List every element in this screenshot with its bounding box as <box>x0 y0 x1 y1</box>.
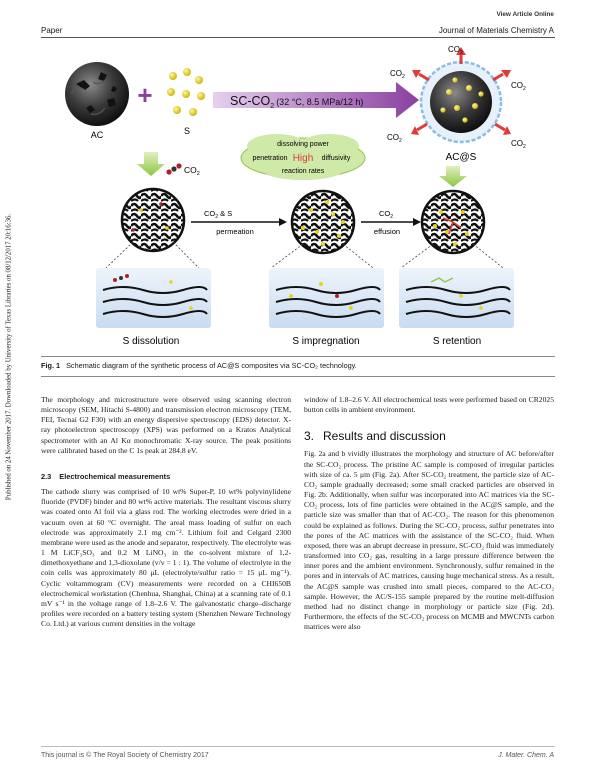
paragraph-characterization: The morphology and microstructure were observed using scanning electron microscopy (SEM, Hitachi S-4800) and transmission electron microscopy (TEM, FEI, Tecnai G2 F30) with an energy dispersive spectroscopy (EDS) detector. X-ray photoelectron spectroscopy (XPS) was performed on a Kratos Analytical spectrometer with an Al Kα monochromatic X-ray source. The peak positions were calibrated based on the C 1s peak at 284.8 eV. <box>41 395 291 455</box>
svg-text:CO2: $CO_2$ <box>511 81 526 92</box>
cloud-dissolving: dissolving power <box>277 141 329 148</box>
cloud-diffusivity: diffusivity <box>321 155 351 162</box>
right-column <box>304 395 554 632</box>
label-s: S <box>183 126 191 136</box>
sulfur-particles <box>167 68 205 116</box>
label-acs: AC@S <box>445 152 477 163</box>
permeation-arrow <box>191 218 287 226</box>
footer-journal: J. Mater. Chem. A <box>498 752 554 759</box>
section-title: Results and discussion <box>323 429 446 444</box>
paragraph-electrochemical: The cathode slurry was comprised of 10 wt% Super-P, 10 wt% polyvinylidene fluoride (PVDF) binder and 80 wt% active materials. The resultant viscous slurry was coated onto Al foil via a glass rod. The working electrodes were dried in a vacuum oven at 60 °C overnight. The areal mass loading of sulfur on each electrode was approximately 2.1 mg cm⁻². Lithium foil and Celgard 2300 membrane were used as the anode and separator, respectively. The electrolyte was 1 M LiCF₃SO₃ and 0.2 M LiNO₃ in the co-solvent mixture of 1,2-dimethoxyethane and 1,3-dioxolane (v/v = 1 : 1). The volume of electrolyte in the coin cells was approximately 80 μL (electrolyte/sulfur ratio = 15 μL mg⁻¹). Cyclic voltammogram (CV) measurements were recorded on a CHI650B electrochemical workstation (Chenhua, Shanghai, China) at a scanning rate of 0.1 mV s⁻¹ in the voltage range of 1.8–2.6 V. The galvanostatic charge–discharge profiles were recorded on a battery testing system (Shenzhen Neware Technology Co. Ltd.) at various current densities in the voltage <box>41 487 291 629</box>
download-notice <box>4 122 14 592</box>
panel-retention <box>399 268 514 328</box>
figure-1-schematic <box>41 42 555 354</box>
caption-label: Fig. 1 <box>41 361 61 370</box>
paragraph-continuation: window of 1.8–2.6 V. All electrochemical tests were performed based on CR2025 button cells in ambient environment. <box>304 395 554 415</box>
caption-text: Schematic diagram of the synthetic process of AC@S composites via SC-CO₂ technology. <box>66 361 357 370</box>
label-s-retention: S retention <box>432 336 482 347</box>
acs-product <box>411 47 511 142</box>
sc-co2-conditions: $SC-CO_2$ $^{(32 ^\circ C, 8.5 MPa/12 h)}$ <box>230 94 364 110</box>
view-article-online-link[interactable]: View Article Online <box>496 11 554 18</box>
label-s-dissolution: S dissolution <box>122 336 180 347</box>
label-permeation: permeation <box>216 227 254 236</box>
cloud-penetration: penetration <box>252 155 288 162</box>
subsection-number: 2.3 <box>41 471 52 481</box>
down-arrow-left <box>137 152 165 176</box>
ac-sphere <box>65 62 129 126</box>
effusion-co2: $CO_2$ <box>379 209 394 220</box>
section-heading <box>304 429 554 444</box>
label-effusion: effusion <box>373 227 401 236</box>
panel-impregnation <box>269 268 384 328</box>
figure-top-rule <box>41 356 555 357</box>
cloud-high: High <box>292 153 314 164</box>
co2-molecule-icon <box>166 163 181 174</box>
permeation-co2-s: $CO_2$ & S <box>204 209 233 220</box>
down-arrow-right <box>439 166 467 187</box>
subsection-title: Electrochemical measurements <box>59 471 171 481</box>
svg-text:CO2: $CO_2$ <box>511 139 526 150</box>
paragraph-results: Fig. 2a and b vividly illustrates the morphology and structure of AC before/after the SC-CO₂ process. The pristine AC sample is composed of irregular particles with size of ca. 5 μm (Fig. 2a). After SC-CO₂ treatment, the particle size of AC-CO₂ sample gradually decreased; some small cracked particles are observed in Fig. 2b. Additionally, when sulfur was incorporated into AC matrices via the SC-CO₂ process, lots of fine particles were obtained in the AC@S sample, and the particle size was smaller than that of AC-CO₂. The reason for this phenomenon could be explained as follows. During the SC-CO₂ process, sulfur penetrates into the pores of the AC matrices with the assistance of the SC-CO₂ fluid. When exposed, there was an abrupt decrease in pressure, SC-CO₂ fluid was immediately transformed into CO₂ gas, resulting in a large pressure difference between the inner pores and the ambient environment. Synchronously, sulfur remained in the pores and in intervals of AC matrices, causing huge mechanical stress. As a result, the AC@S sample was crushed into small pieces, compared to the AC-CO₂ sample. However, the AC/S-155 sample prepared by the routine melt-diffusion method had no distinct change in morphology or particle size (Fig. 2d). Furthermore, the effects of the SC-CO₂ process on MCMB and MWCNTs carbon matrices were also <box>304 449 554 632</box>
left-column <box>41 395 291 629</box>
subsection-heading <box>41 472 291 482</box>
running-header-section: Paper <box>41 26 63 35</box>
cloud-reaction-rates: reaction rates <box>281 168 325 175</box>
label-ac: AC <box>90 130 104 140</box>
porous-sphere-1 <box>122 189 184 251</box>
figure-caption <box>41 361 555 370</box>
caption-rule <box>41 376 555 377</box>
plus-sign: + <box>137 80 153 110</box>
running-header-journal: Journal of Materials Chemistry A <box>438 26 554 35</box>
porous-sphere-3 <box>422 191 484 253</box>
svg-text:CO2: $CO_2$ <box>390 69 405 80</box>
footer-copyright: This journal is © The Royal Society of Chemistry 2017 <box>41 752 209 759</box>
svg-text:CO2: $CO_2$ <box>448 45 463 56</box>
svg-text:CO2: $CO_2$ <box>387 133 402 144</box>
footer-rule <box>41 746 555 747</box>
download-notice-text: Published on 24 November 2017. Downloaded by University of Texas Libraries on 08/12/2017 20:16:36. <box>5 213 13 501</box>
co2-input-label: $CO_2$ <box>184 165 200 177</box>
porous-sphere-2 <box>292 191 354 253</box>
header-divider <box>41 37 555 38</box>
panel-dissolution <box>96 268 211 328</box>
label-s-impregnation: S impregnation <box>292 336 360 347</box>
section-number: 3. <box>304 429 315 444</box>
